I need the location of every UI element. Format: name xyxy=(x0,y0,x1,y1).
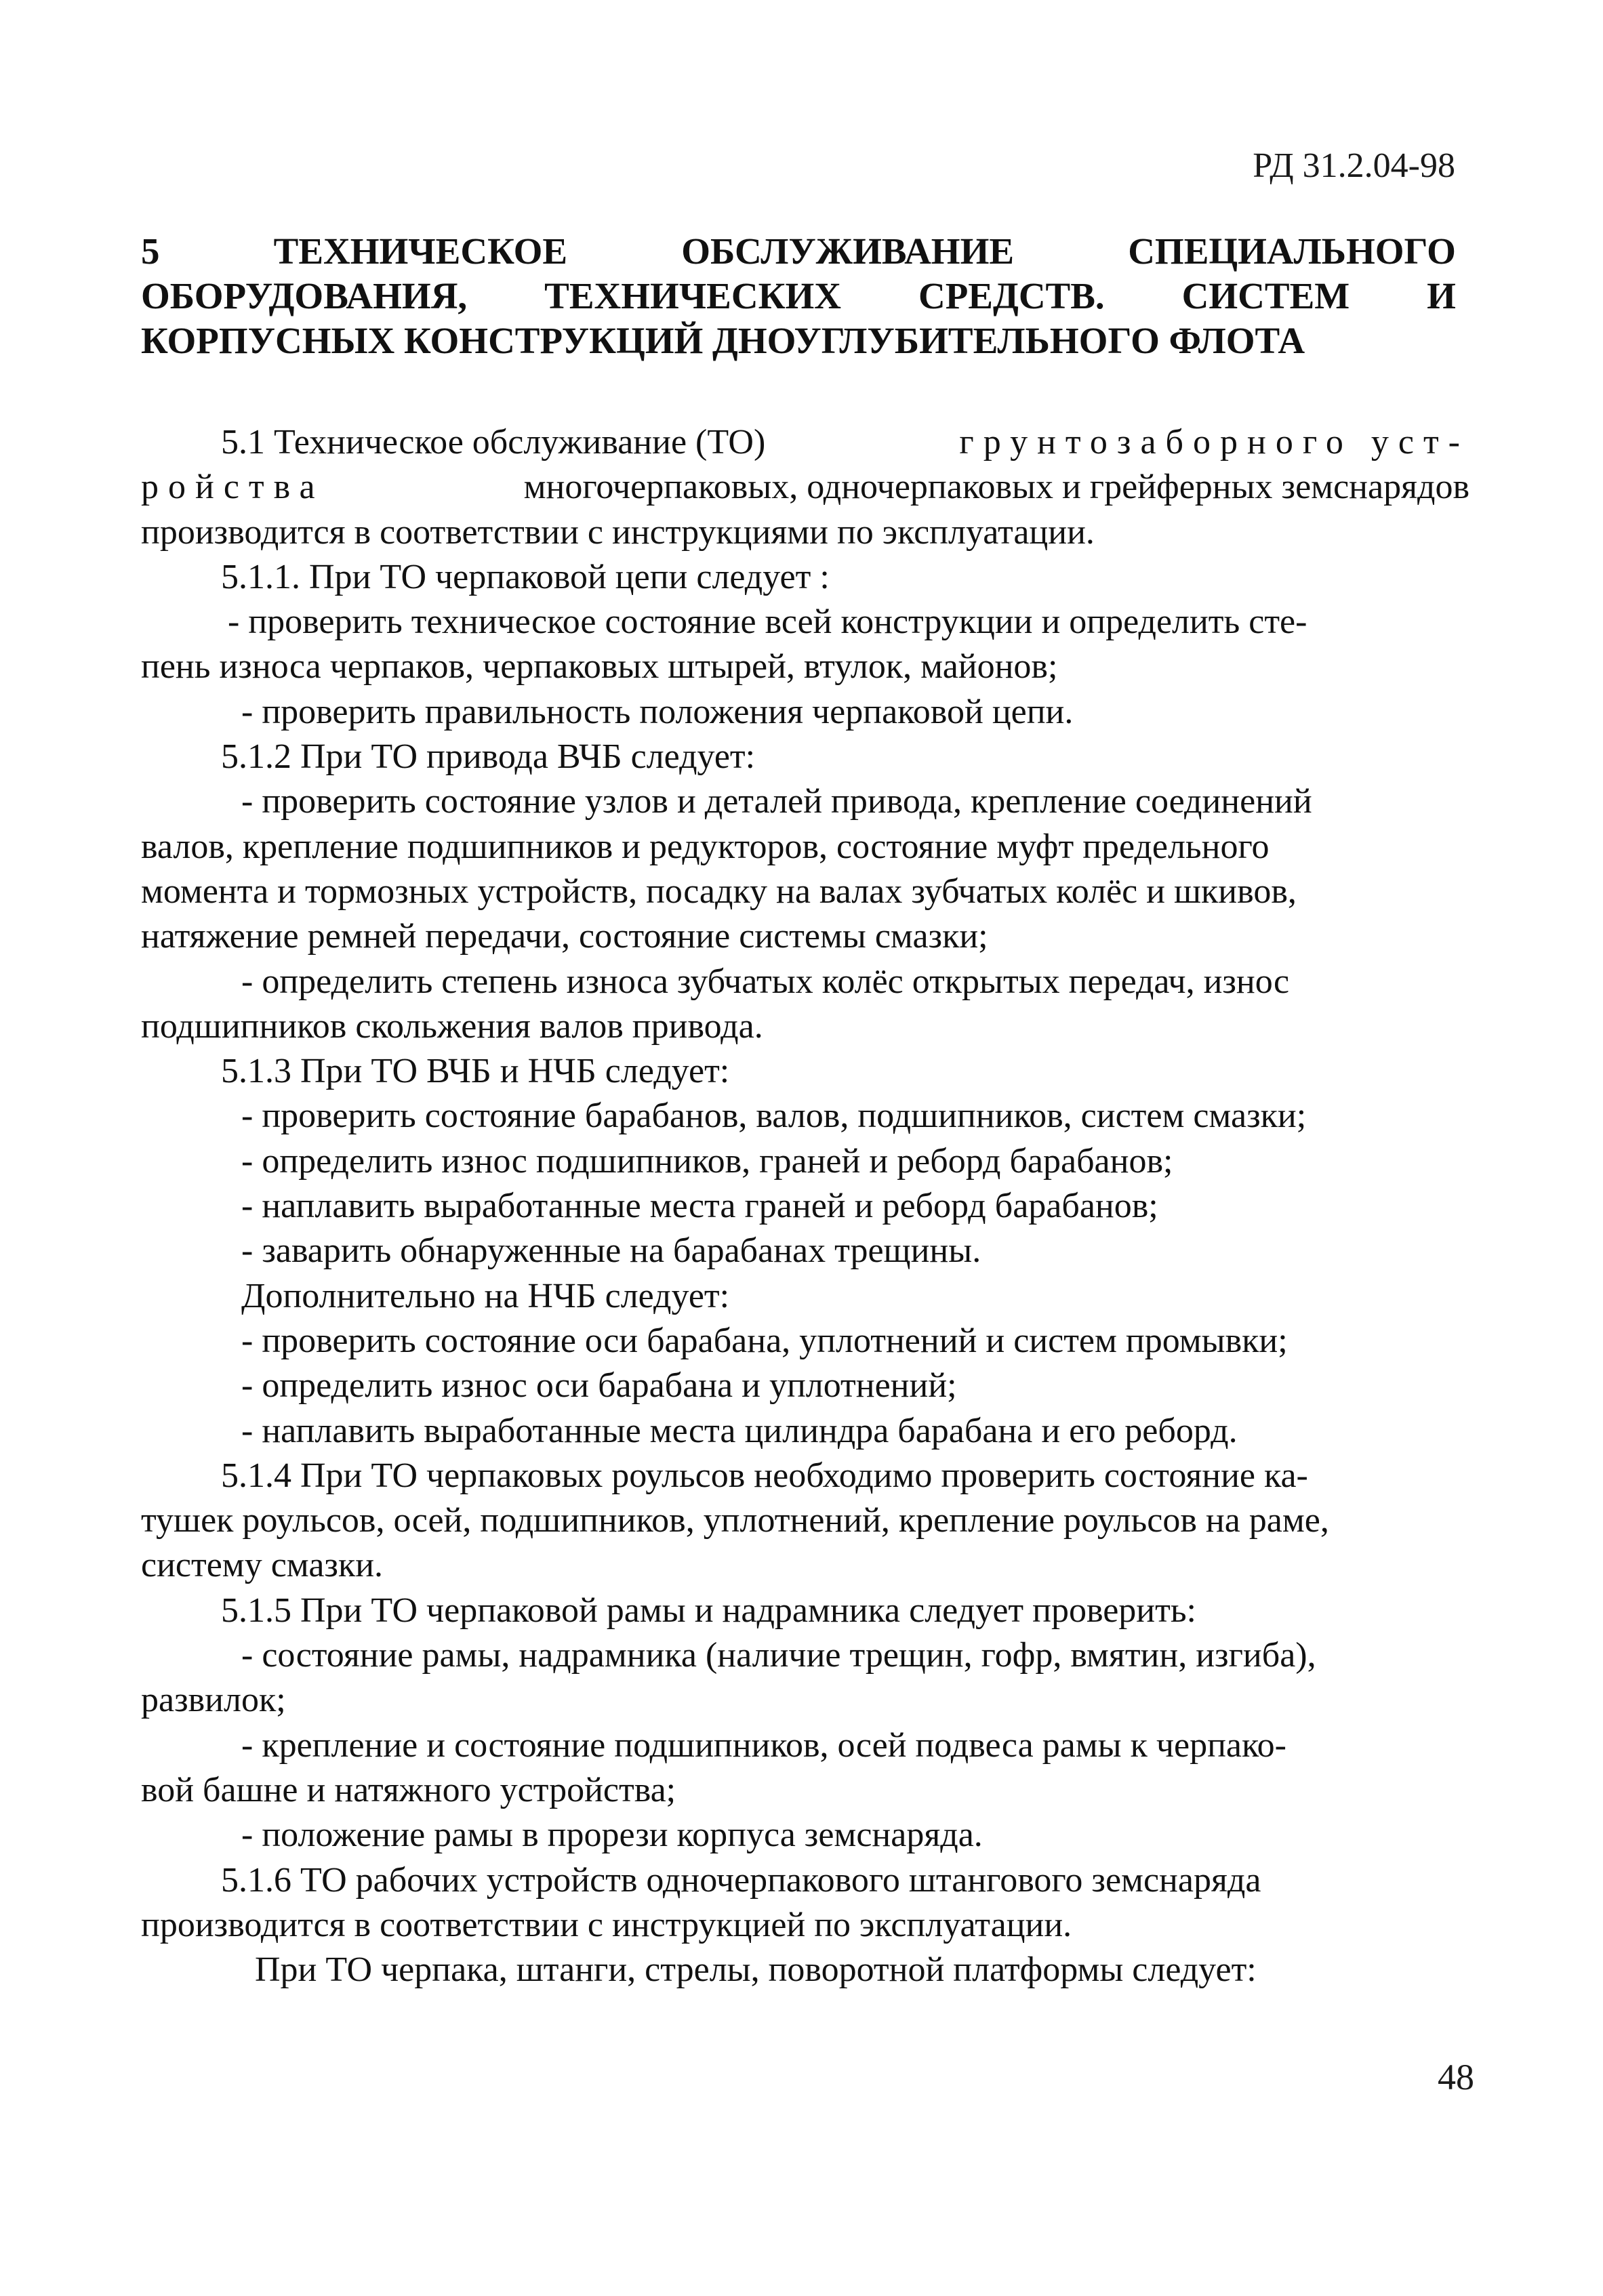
text-line: - определить степень износа зубчатых колёс открытых передач, износ xyxy=(241,962,1290,1001)
text-line: - крепление и состояние подшипников, осей подвеса рамы к черпако- xyxy=(241,1725,1286,1765)
text-line: 5.1.1. При ТО черпаковой цепи следует : xyxy=(221,557,830,596)
text-segment: многочерпаковых, одночерпаковых и грейферных земснарядов xyxy=(523,468,1469,507)
page-number: 48 xyxy=(1438,2057,1474,2097)
heading-word: СИСТЕМ xyxy=(1181,275,1350,316)
text-line: 5.1.3 При ТО ВЧБ и НЧБ следует: xyxy=(221,1052,730,1091)
text-line: - проверить техническое состояние всей конструкции и определить сте- xyxy=(228,602,1307,642)
text-line: 5.1.2 При ТО привода ВЧБ следует: xyxy=(221,737,756,777)
text-line: момента и тормозных устройств, посадку на валах зубчатых колёс и шкивов, xyxy=(141,872,1297,911)
heading-word: СРЕДСТВ. xyxy=(918,275,1105,316)
text-line: валов, крепление подшипников и редукторов, состояние муфт предельного xyxy=(141,827,1270,866)
text-line: производится в соответствии с инструкциями по эксплуатации. xyxy=(141,512,1095,552)
heading-word: СПЕЦИАЛЬНОГО xyxy=(1128,230,1456,272)
text-line: - проверить состояние барабанов, валов, подшипников, систем смазки; xyxy=(241,1096,1307,1136)
heading-line-2 xyxy=(141,274,1456,319)
text-line: 5.1.5 При ТО черпаковой рамы и надрамника следует проверить: xyxy=(221,1591,1196,1630)
text-line: 5.1.4 При ТО черпаковых роульсов необходимо проверить состояние ка- xyxy=(221,1456,1308,1495)
document-code: РД 31.2.04-98 xyxy=(1253,146,1455,185)
heading-word: ОБСЛУЖИВАНИЕ xyxy=(681,230,1015,272)
text-line: систему смазки. xyxy=(141,1546,384,1585)
text-line: - наплавить выработанные места цилиндра барабана и его реборд. xyxy=(241,1411,1238,1450)
text-segment-spaced: грунтозаборного уст- xyxy=(959,423,1469,462)
text-line xyxy=(141,420,1469,465)
text-segment-spaced: ройства xyxy=(141,468,325,507)
text-line: - проверить состояние узлов и деталей привода, крепление соединений xyxy=(241,782,1312,821)
text-line: При ТО черпака, штанги, стрелы, поворотной платформы следует: xyxy=(255,1950,1257,1990)
text-line: натяжение ремней передачи, состояние системы смазки; xyxy=(141,917,988,956)
heading-word: 5 xyxy=(141,230,160,272)
text-line: вой башне и натяжного устройства; xyxy=(141,1770,676,1809)
text-segment: 5.1 Техническое обслуживание (ТО) xyxy=(221,423,766,462)
text-line: подшипников скольжения валов привода. xyxy=(141,1006,763,1046)
text-line: 5.1.6 ТО рабочих устройств одночерпакового штангового земснаряда xyxy=(221,1860,1261,1900)
section-heading xyxy=(141,229,1456,363)
text-line: - проверить правильность положения черпаковой цепи. xyxy=(241,692,1074,731)
text-line: пень износа черпаков, черпаковых штырей, втулок, майонов; xyxy=(141,647,1058,686)
heading-line-1 xyxy=(141,229,1456,274)
text-line: производится в соответствии с инструкцией по эксплуатации. xyxy=(141,1905,1072,1944)
text-line: - проверить состояние оси барабана, уплотнений и систем промывки; xyxy=(241,1321,1288,1360)
heading-word: ТЕХНИЧЕСКОЕ xyxy=(273,230,568,272)
document-body xyxy=(141,420,1469,1992)
text-line: тушек роульсов, осей, подшипников, уплотнений, крепление роульсов на раме, xyxy=(141,1501,1329,1540)
text-line: - определить износ оси барабана и уплотнений; xyxy=(241,1366,957,1406)
text-line: - состояние рамы, надрамника (наличие трещин, гофр, вмятин, изгиба), xyxy=(241,1636,1316,1675)
text-line xyxy=(141,465,1469,510)
text-line: - определить износ подшипников, граней и реборд барабанов; xyxy=(241,1141,1173,1181)
heading-word: ОБОРУДОВАНИЯ, xyxy=(141,275,468,316)
text-line: - положение рамы в прорези корпуса земснаряда. xyxy=(241,1816,983,1855)
heading-line-3: КОРПУСНЫХ КОНСТРУКЦИЙ ДНОУГЛУБИТЕЛЬНОГО ФЛОТА xyxy=(141,320,1305,361)
text-line: - наплавить выработанные места граней и реборд барабанов; xyxy=(241,1187,1158,1226)
heading-word: И xyxy=(1427,275,1456,316)
text-line: развилок; xyxy=(141,1681,286,1720)
text-line: - заварить обнаруженные на барабанах трещины. xyxy=(241,1231,981,1271)
heading-word: ТЕХНИЧЕСКИХ xyxy=(544,275,841,316)
text-line: Дополнительно на НЧБ следует: xyxy=(241,1276,730,1315)
